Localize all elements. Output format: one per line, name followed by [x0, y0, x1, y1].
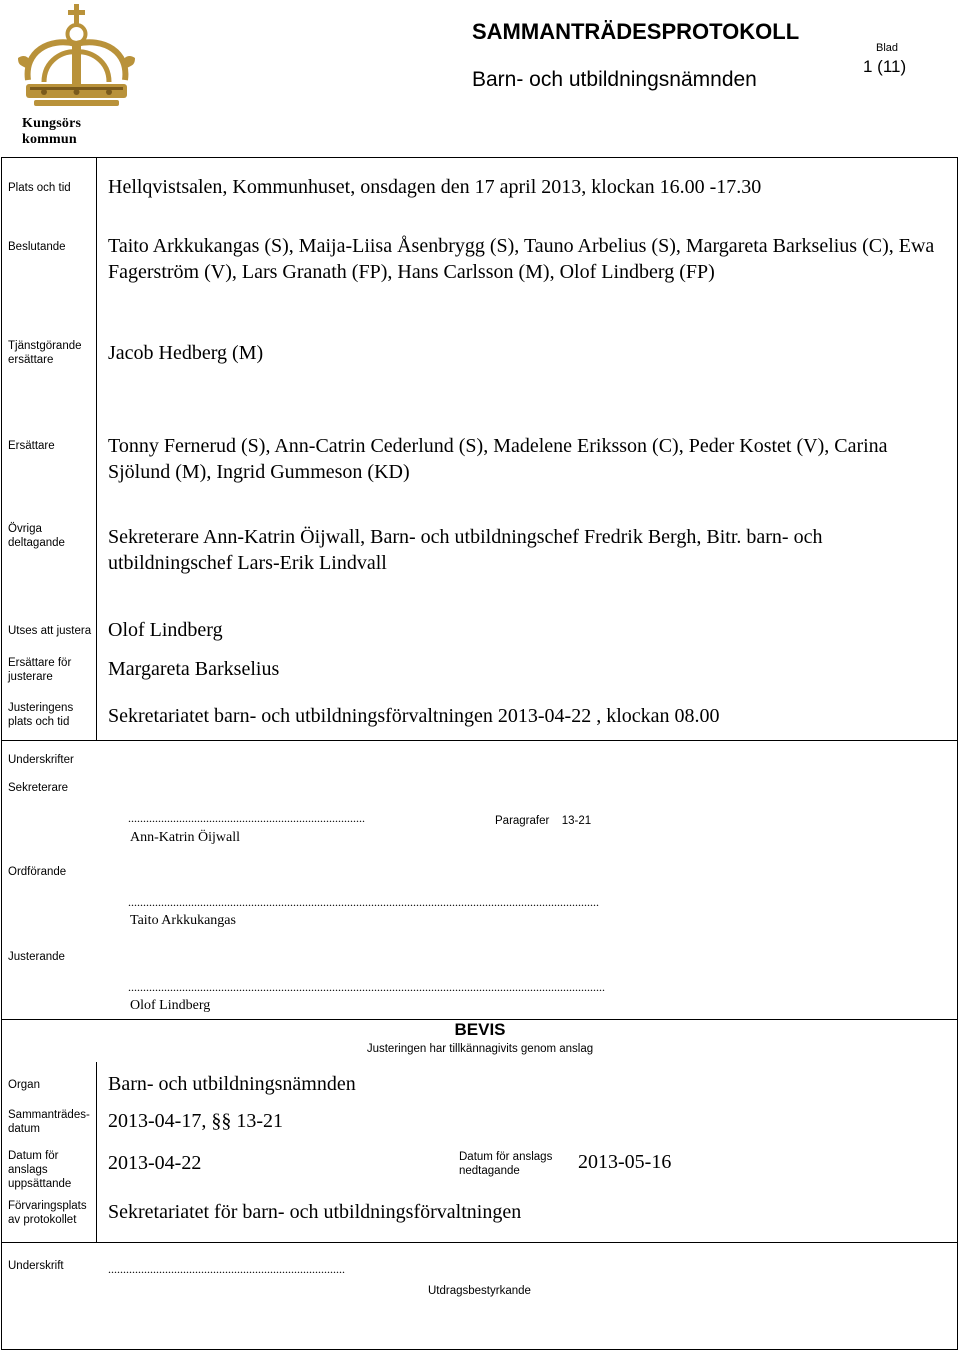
certificate-title: BEVIS — [454, 1020, 506, 1039]
meeting-date-label-line1: Sammanträdes- — [8, 1109, 90, 1121]
serving-substitute-label-line2: ersättare — [8, 354, 54, 366]
others-label — [8, 522, 65, 550]
paragraphs-value: 13-21 — [561, 815, 592, 827]
substitutes-value: Tonny Fernerud (S), Ann-Catrin Cederlund (S), Madelene Eriksson (C), Peder Kostet (V), Carina Sjölund (M), Ingrid Gummeson (KD) — [108, 435, 888, 483]
adjustment-place-label — [8, 701, 73, 729]
organ-label: Organ — [8, 1079, 40, 1091]
label-column-divider-bottom — [96, 1062, 97, 1242]
others-label-line1: Övriga — [8, 523, 42, 535]
place-time-value: Hellqvistsalen, Kommunhuset, onsdagen den 17 april 2013, klockan 16.00 -17.30 — [108, 176, 762, 198]
deciding-label: Beslutande — [8, 241, 66, 253]
meeting-date-label-line2: datum — [8, 1123, 40, 1135]
adjuster-substitute-label-line2: justerare — [8, 671, 53, 683]
label-column-divider-top — [96, 157, 97, 740]
adjuster-substitute-value: Margareta Barkselius — [108, 658, 280, 680]
secretary-signature-line: ............................................................................... — [128, 811, 365, 825]
posted-date-label-line1: Datum för — [8, 1150, 59, 1162]
adjuster-substitute-label-line1: Ersättare för — [8, 657, 72, 669]
others-label-line2: deltagande — [8, 537, 65, 549]
page-label: Blad — [876, 42, 899, 54]
meeting-date-label — [8, 1108, 90, 1136]
removed-date-label-line1: Datum för anslags — [459, 1151, 553, 1163]
kungsor-crest-logo — [14, 2, 139, 147]
storage-label-line1: Förvaringsplats — [8, 1200, 87, 1212]
signatures-section-label: Underskrifter — [8, 754, 74, 766]
adjustment-place-label-line2: plats och tid — [8, 716, 70, 728]
signature-label: Underskrift — [8, 1260, 64, 1272]
extract-certification-label: Utdragsbestyrkande — [428, 1285, 531, 1297]
storage-label — [8, 1199, 87, 1227]
page-number: 1 (11) — [863, 57, 907, 76]
serving-substitute-label — [8, 339, 82, 367]
adjustment-place-label-line1: Justeringens — [8, 702, 74, 714]
paragraphs-label — [495, 814, 591, 828]
board-name: Barn- och utbildningsnämnden — [472, 68, 757, 91]
divider-before-signatures — [1, 740, 958, 741]
removed-date-value: 2013-05-16 — [578, 1151, 672, 1173]
adjuster-value: Olof Lindberg — [108, 619, 223, 641]
divider-before-signature — [1, 1242, 958, 1243]
posted-date-label-line3: uppsättande — [8, 1178, 72, 1190]
removed-date-label-line2: nedtagande — [459, 1165, 520, 1177]
document-type-title: SAMMANTRÄDESPROTOKOLL — [472, 19, 800, 44]
substitutes-label: Ersättare — [8, 440, 55, 452]
logo-wordmark: Kungsörs kommun — [22, 116, 82, 147]
adjusting-label: Justerande — [8, 951, 65, 963]
adjuster-signature-line: ............................................................................................................................................................... — [128, 980, 605, 994]
chair-label: Ordförande — [8, 866, 67, 878]
serving-substitute-label-line1: Tjänstgörande — [8, 340, 82, 352]
meeting-date-value: 2013-04-17, §§ 13-21 — [108, 1110, 283, 1132]
chair-name: Taito Arkkukangas — [130, 913, 236, 928]
storage-value: Sekretariatet för barn- och utbildningsförvaltningen — [108, 1201, 522, 1223]
certificate-subtitle: Justeringen har tillkännagivits genom anslag — [366, 1043, 594, 1055]
secretary-name: Ann-Katrin Öijwall — [130, 830, 241, 845]
secretary-label: Sekreterare — [8, 782, 69, 794]
signature-line: ............................................................................... — [108, 1262, 345, 1276]
adjustment-place-value: Sekretariatet barn- och utbildningsförvaltningen 2013-04-22 , klockan 08.00 — [108, 705, 720, 727]
deciding-value: Taito Arkkukangas (S), Maija-Liisa Åsenbrygg (S), Tauno Arbelius (S), Margareta Barkselius (C), Ewa Fagerström (V), Lars Granath (FP), Hans Carlsson (M), Olof Lindberg (FP) — [108, 235, 935, 283]
posted-date-label-line2: anslags — [8, 1164, 48, 1176]
storage-label-line2: av protokollet — [8, 1214, 77, 1226]
crown-icon — [14, 2, 139, 114]
organ-value: Barn- och utbildningsnämnden — [108, 1073, 356, 1095]
chair-signature-line: ............................................................................................................................................................. — [128, 895, 599, 909]
others-value: Sekreterare Ann-Katrin Öijwall, Barn- och utbildningschef Fredrik Bergh, Bitr. barn- och utbildningschef Lars-Erik Lindvall — [108, 526, 823, 574]
adjuster-name: Olof Lindberg — [130, 998, 211, 1013]
serving-substitute-value: Jacob Hedberg (M) — [108, 342, 264, 364]
posted-date-label — [8, 1149, 71, 1191]
paragraphs-label-text: Paragrafer — [495, 815, 550, 827]
removed-date-label — [459, 1150, 552, 1178]
place-time-label: Plats och tid — [8, 182, 71, 194]
adjuster-substitute-label — [8, 656, 71, 684]
posted-date-value: 2013-04-22 — [108, 1152, 202, 1174]
adjuster-label: Utses att justera — [8, 625, 92, 637]
